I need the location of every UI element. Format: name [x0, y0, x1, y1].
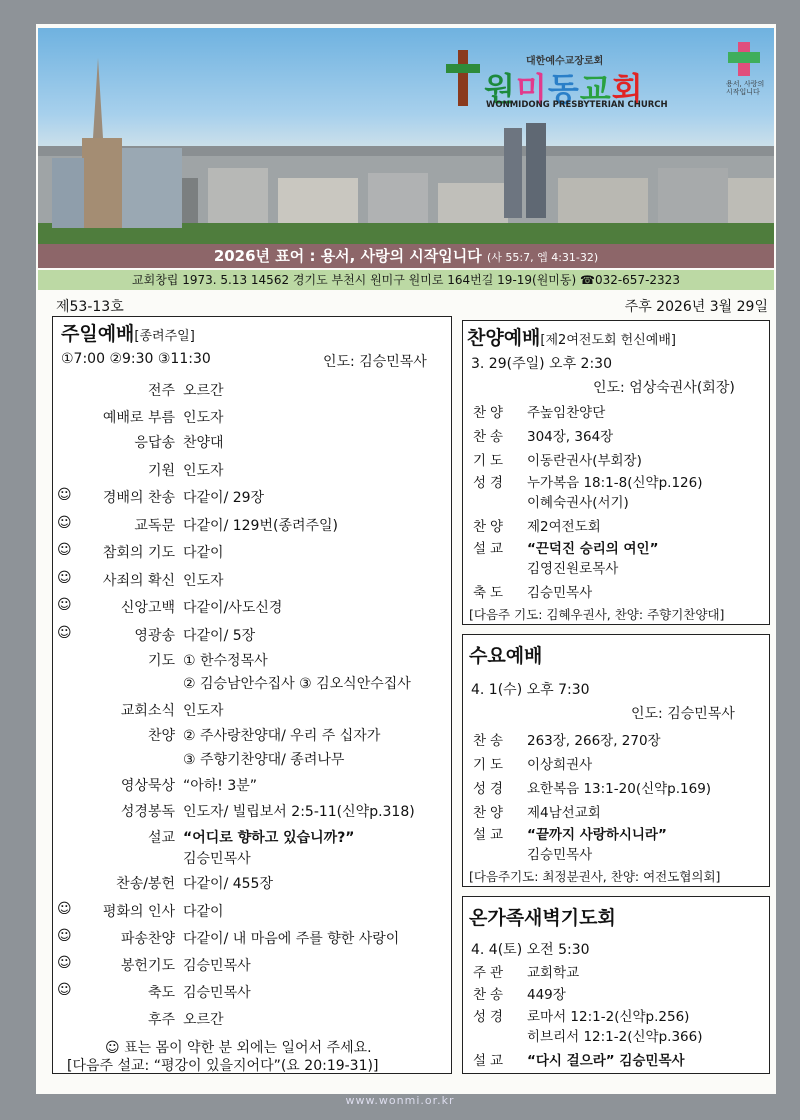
sunday-leader: 인도: 김승민목사 [323, 354, 427, 370]
worship-item-value: ③ 주향기찬양대/ 종려나무 [183, 752, 345, 768]
worship-item-value: 김승민목사 [183, 851, 251, 867]
worship-item-label: 성경봉독 [120, 804, 175, 820]
header-banner [38, 28, 774, 244]
smile-icon: ☺ [57, 928, 72, 944]
worship-item-value: 찬양대 [183, 435, 224, 451]
item-value: 263장, 266장, 270장 [527, 733, 661, 749]
item-key: 찬송 [473, 429, 508, 445]
website-url[interactable]: www.wonmi.or.kr [345, 1094, 455, 1107]
item-value: 제2여전도회 [527, 519, 601, 535]
praise-service-box [462, 320, 770, 625]
sunday-service-box [52, 316, 452, 1074]
worship-item-value: 김승민목사 [183, 985, 251, 1001]
motto-badge [726, 42, 766, 102]
smile-icon: ☺ [57, 955, 72, 971]
item-value: 이혜숙권사(서기) [527, 495, 629, 511]
bulletin-sheet [36, 24, 776, 1094]
worship-item-value: 다같이/ 내 마음에 주를 향한 사랑이 [183, 931, 400, 947]
item-value: 주높임찬양단 [527, 405, 606, 421]
worship-item-value: ② 주사랑찬양대/ 우리 주 십자가 [183, 728, 381, 744]
worship-item-label: 경배의 찬송 [102, 490, 175, 506]
item-value: 교회학교 [527, 965, 580, 981]
dawn-title: 온가족새벽기도회 [469, 907, 616, 929]
church-logo [446, 50, 686, 110]
item-key: 성경 [473, 1009, 508, 1025]
worship-item-label: 후주 [147, 1012, 175, 1028]
item-key: 설교 [473, 827, 508, 843]
worship-item-value: 김승민목사 [183, 958, 251, 974]
item-value: 김승민목사 [527, 585, 593, 601]
item-value: 요한복음 13:1-20(신약p.169) [527, 781, 712, 797]
cross-icon [446, 50, 480, 106]
item-key: 기도 [473, 453, 508, 469]
worship-item-value: 오르간 [183, 383, 224, 399]
sunday-times: ①7:00 ②9:30 ③11:30 [61, 351, 211, 367]
item-value: 김영진원로목사 [527, 561, 619, 577]
bulletin-date: 주후 2026년 3월 29일 [624, 299, 768, 315]
smile-icon: ☺ [57, 982, 72, 998]
worship-item-label: 파송찬양 [120, 931, 175, 947]
worship-item-value: 다같이 [183, 904, 224, 920]
item-key: 찬송 [473, 733, 508, 749]
dawn-when: 4. 4(토) 오전 5:30 [471, 942, 590, 958]
yearly-theme: 2026년 표어 : 용서, 사랑의 시작입니다 (사 55:7, 엡 4:31-32) [38, 244, 774, 268]
item-value: 이상희권사 [527, 757, 593, 773]
worship-item-label: 봉헌기도 [120, 958, 175, 974]
worship-item-value: 인도자 [183, 463, 224, 479]
item-key: 찬송 [473, 987, 508, 1003]
worship-item-label: 응답송 [134, 435, 175, 451]
standing-note: ☺ 표는 몸이 약한 분 외에는 일어서 주세요. [105, 1040, 372, 1056]
logo-name: 원미동교회 [484, 70, 644, 108]
item-key: 찬양 [473, 805, 508, 821]
wednesday-when: 4. 1(수) 오후 7:30 [471, 682, 590, 698]
worship-item-value: 인도자 [183, 573, 224, 589]
worship-item-label: 교회소식 [120, 703, 175, 719]
item-key: 축도 [473, 585, 508, 601]
smile-icon: ☺ [57, 515, 72, 531]
worship-item-label: 설교 [147, 830, 175, 846]
worship-item-label: 평화의 인사 [102, 904, 175, 920]
item-key: 설교 [473, 1053, 508, 1069]
item-value: “다시 걸으라” 김승민목사 [527, 1053, 685, 1069]
worship-item-label: 축도 [147, 985, 175, 1001]
item-key: 성경 [473, 475, 508, 491]
worship-item-value: 다같이/ 5장 [183, 628, 256, 644]
worship-item-label: 기도 [147, 653, 175, 669]
worship-item-value: 다같이/ 455장 [183, 876, 273, 892]
item-key: 찬양 [473, 519, 508, 535]
worship-item-value: 인도자 [183, 703, 224, 719]
wednesday-leader: 인도: 김승민목사 [631, 706, 735, 722]
item-key: 성경 [473, 781, 508, 797]
item-value: “끈덕진 승리의 여인” [527, 541, 659, 557]
worship-item-value: “어디로 향하고 있습니까?” [183, 830, 355, 846]
item-value: 누가복음 18:1-8(신약p.126) [527, 475, 703, 491]
praise-next-week: [다음주 기도: 김혜우권사, 찬양: 주향기찬양대] [469, 607, 725, 622]
item-value: 이동란권사(부회장) [527, 453, 642, 469]
worship-item-label: 찬송/봉헌 [116, 876, 175, 892]
worship-item-value: 오르간 [183, 1012, 224, 1028]
dawn-prayer-box [462, 896, 770, 1074]
item-value: 로마서 12:1-2(신약p.256) [527, 1009, 690, 1025]
item-value: “끝까지 사랑하시니라” [527, 827, 667, 843]
smile-icon: ☺ [57, 570, 72, 586]
smile-icon: ☺ [57, 487, 72, 503]
worship-item-value: 인도자/ 빌립보서 2:5-11(신약p.318) [183, 804, 415, 820]
worship-item-label: 교독문 [134, 518, 175, 534]
worship-item-label: 기원 [147, 463, 175, 479]
worship-item-label: 찬양 [147, 728, 175, 744]
worship-item-label: 신앙고백 [120, 600, 175, 616]
smile-icon: ☺ [57, 901, 72, 917]
praise-title: 찬양예배[제2여전도회 헌신예배] [467, 327, 676, 349]
item-key: 설교 [473, 541, 508, 557]
logo-subtitle: 대한예수교장로회 [526, 56, 604, 67]
wednesday-title: 수요예배 [469, 645, 543, 667]
item-value: 304장, 364장 [527, 429, 614, 445]
worship-item-value: “아하! 3분” [183, 778, 258, 794]
next-week-sermon: [다음주 설교: “평강이 있을지어다”(요 20:19-31)] [67, 1058, 379, 1074]
worship-item-label: 참회의 기도 [102, 545, 175, 561]
church-address: 교회창립 1973. 5.13 14562 경기도 부천시 원미구 원미로 164번길 19-19(원미동) ☎032-657-2323 [38, 270, 774, 290]
worship-item-value: 다같이/ 29장 [183, 490, 265, 506]
worship-item-value: 다같이 [183, 545, 224, 561]
worship-item-label: 전주 [147, 383, 175, 399]
logo-english: WONMIDONG PRESBYTERIAN CHURCH [486, 100, 668, 110]
item-value: 제4남선교회 [527, 805, 601, 821]
item-value: 히브리서 12:1-2(신약p.366) [527, 1029, 703, 1045]
worship-item-label: 영광송 [134, 628, 175, 644]
smile-icon: ☺ [57, 542, 72, 558]
issue-number: 제53-13호 [56, 299, 124, 315]
worship-item-value: ② 김승남안수집사 ③ 김오식안수집사 [183, 676, 411, 692]
item-key: 주관 [473, 965, 508, 981]
worship-item-label: 영상묵상 [120, 778, 175, 794]
item-key: 찬양 [473, 405, 508, 421]
sunday-title: 주일예배[종려주일] [61, 323, 195, 345]
worship-item-label: 사죄의 확신 [102, 573, 175, 589]
wednesday-service-box [462, 634, 770, 887]
praise-leader: 인도: 엄상숙권사(회장) [593, 380, 735, 396]
wednesday-next-week: [다음주기도: 최정분권사, 찬양: 여전도협의회] [469, 869, 721, 884]
worship-item-value: ① 한수정목사 [183, 653, 268, 669]
item-value: 김승민목사 [527, 847, 593, 863]
item-value: 449장 [527, 987, 566, 1003]
worship-item-value: 다같이/ 129번(종려주일) [183, 518, 339, 534]
smile-icon: ☺ [57, 597, 72, 613]
praise-when: 3. 29(주일) 오후 2:30 [471, 356, 612, 372]
worship-item-label: 예배로 부름 [102, 410, 175, 426]
worship-item-value: 다같이/사도신경 [183, 600, 283, 616]
smile-icon: ☺ [57, 625, 72, 641]
worship-item-value: 인도자 [183, 410, 224, 426]
item-key: 기도 [473, 757, 508, 773]
badge-text: 용서, 사랑의 시작입니다 [726, 80, 765, 96]
